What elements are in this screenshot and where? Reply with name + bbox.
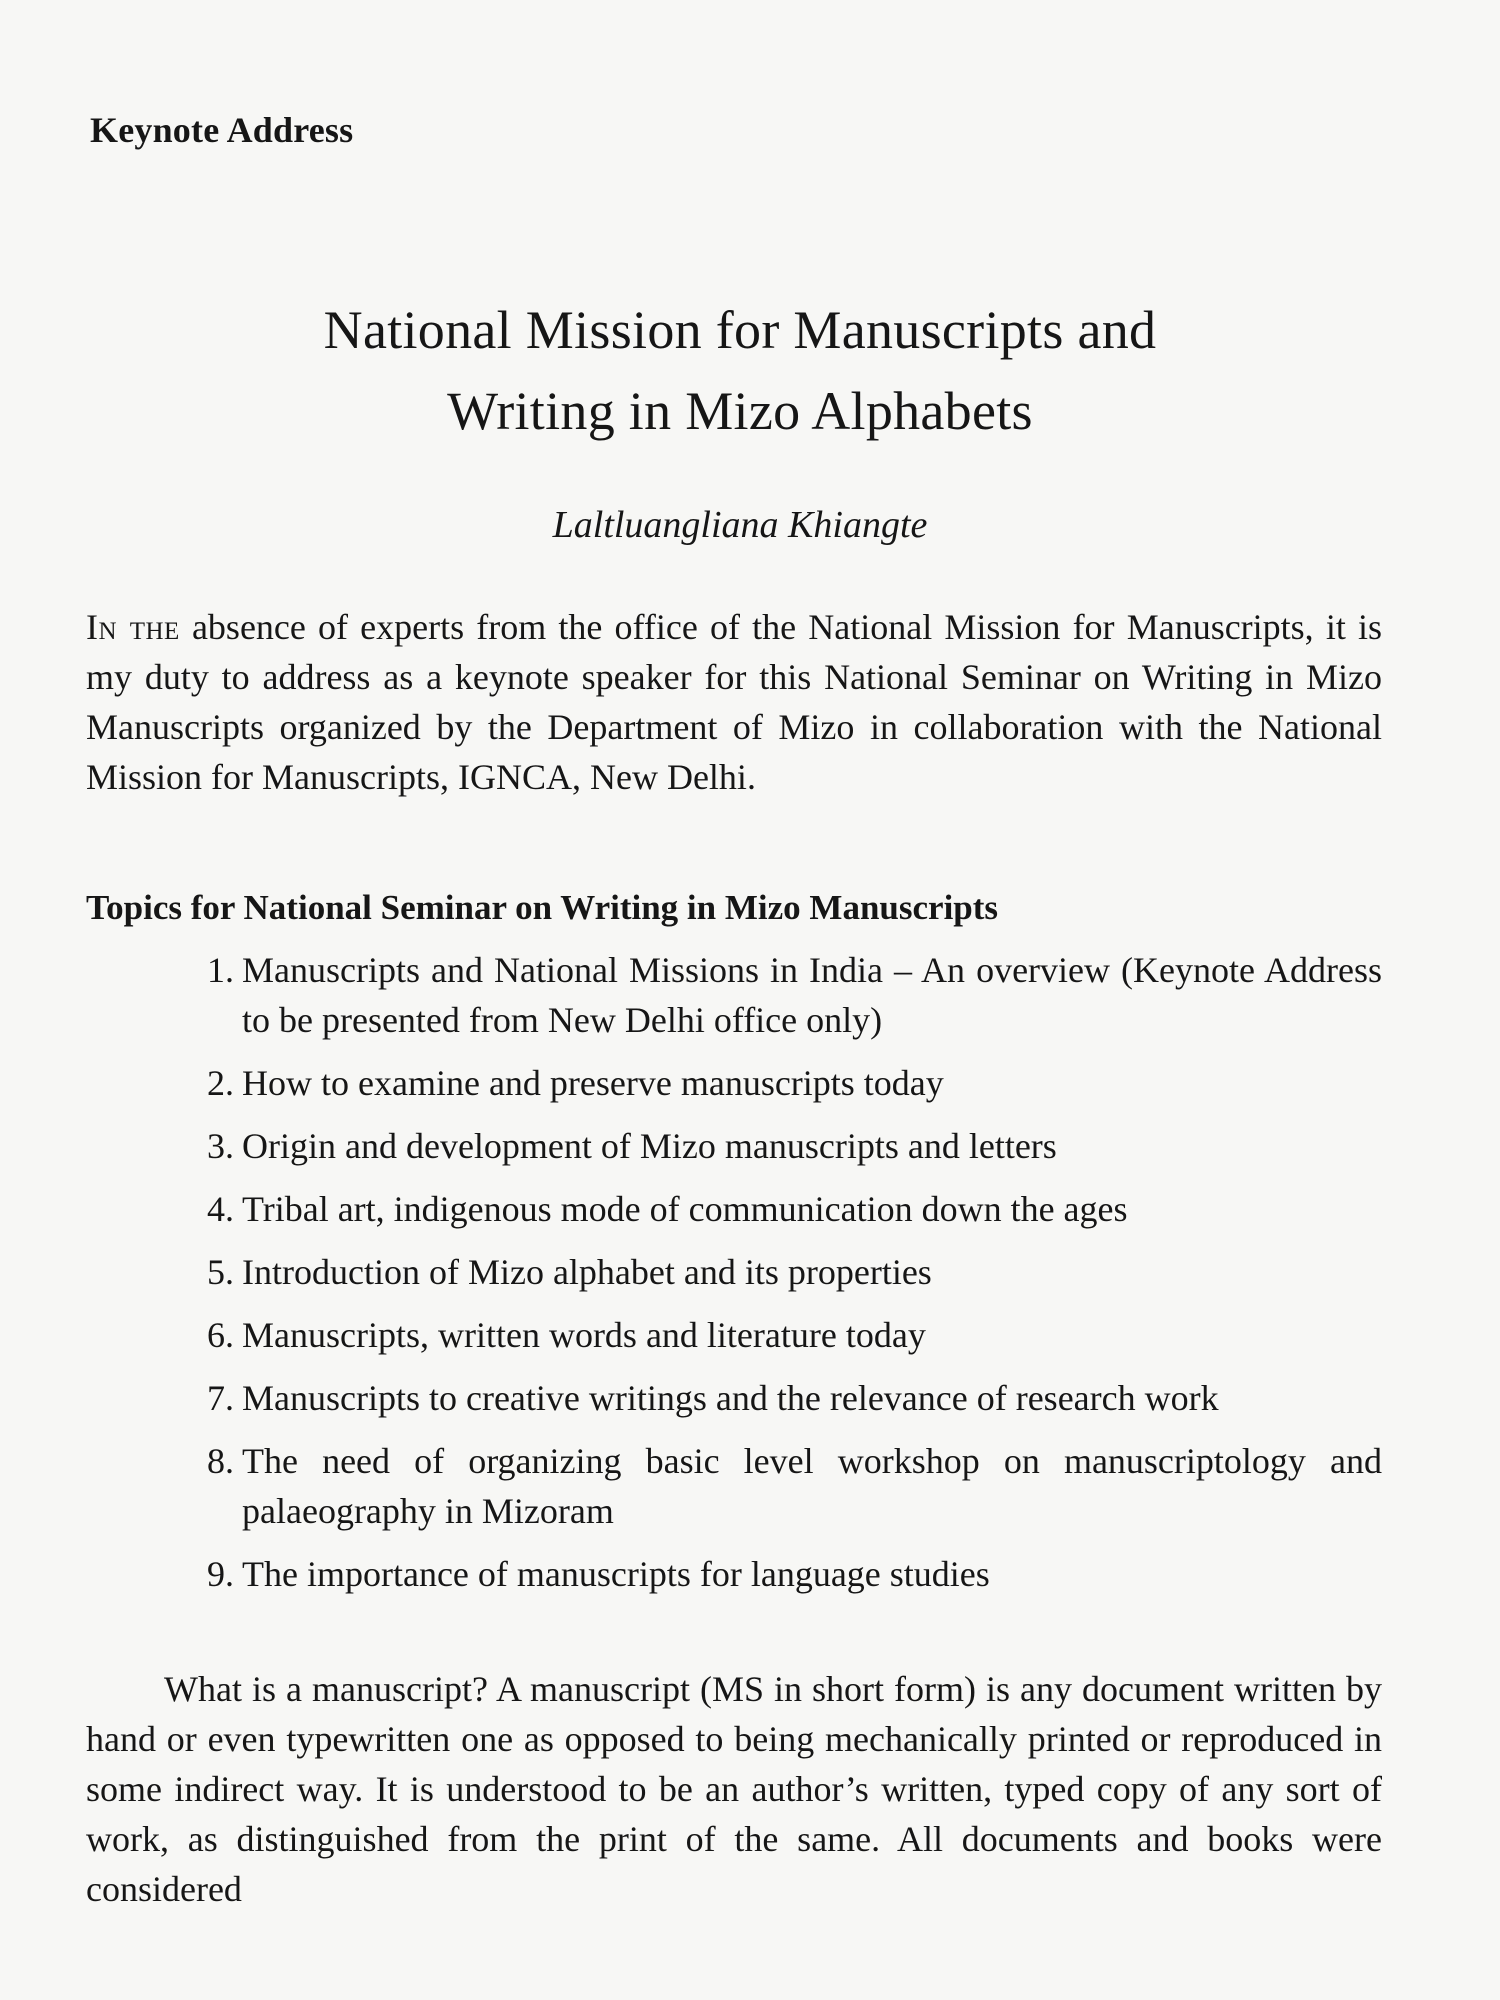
list-item-text: Manuscripts and National Missions in India – An overview (Keynote Address to be presented from New Delhi office only) xyxy=(242,950,1382,1040)
section-label: Keynote Address xyxy=(90,110,354,150)
list-item-number: 3. xyxy=(207,1126,234,1166)
list-item-number: 9. xyxy=(207,1554,234,1594)
article-title-line-2: Writing in Mizo Alphabets xyxy=(447,381,1033,441)
list-item-number: 1. xyxy=(207,950,234,990)
list-item xyxy=(186,1184,1382,1234)
list-item xyxy=(186,1121,1382,1171)
list-item xyxy=(186,1373,1382,1423)
list-item xyxy=(186,1436,1382,1536)
list-item-text: The importance of manuscripts for language studies xyxy=(242,1554,990,1594)
intro-lead-smallcaps: In the xyxy=(86,607,180,647)
intro-text: absence of experts from the office of the National Mission for Manuscripts, it is my duty to address as a keynote speaker for this National Seminar on Writing in Mizo Manuscripts organized by the Department of Mizo in collaboration with the National Mission for Manuscripts, IGNCA, New Delhi. xyxy=(86,607,1383,797)
list-item xyxy=(186,945,1382,1045)
body-paragraph: What is a manuscript? A manuscript (MS in short form) is any document written by hand or even typewritten one as opposed to being mechanically printed or reproduced in some indirect way. It is understood to be an author’s written, typed copy of any sort of work, as distinguished from the print of the same. All documents and books were considered xyxy=(86,1669,1382,1909)
list-item-number: 2. xyxy=(207,1063,234,1103)
list-item xyxy=(186,1549,1382,1599)
list-item-number: 7. xyxy=(207,1378,234,1418)
list-item-text: Origin and development of Mizo manuscripts and letters xyxy=(242,1126,1057,1166)
topics-list xyxy=(186,945,1382,1612)
author-name: Laltluangliana Khiangte xyxy=(552,504,928,546)
intro-paragraph xyxy=(86,602,1382,802)
list-item-number: 6. xyxy=(207,1315,234,1355)
list-item xyxy=(186,1247,1382,1297)
topics-heading: Topics for National Seminar on Writing in Mizo Manuscripts xyxy=(86,888,999,927)
article-title-line-1: National Mission for Manuscripts and xyxy=(323,300,1157,360)
list-item-number: 8. xyxy=(207,1441,234,1481)
list-item-text: Manuscripts to creative writings and the relevance of research work xyxy=(242,1378,1219,1418)
list-item-text: How to examine and preserve manuscripts today xyxy=(242,1063,944,1103)
list-item-text: Introduction of Mizo alphabet and its properties xyxy=(242,1252,932,1292)
list-item-number: 5. xyxy=(207,1252,234,1292)
list-item-number: 4. xyxy=(207,1189,234,1229)
list-item xyxy=(186,1058,1382,1108)
list-item-text: The need of organizing basic level workshop on manuscriptology and palaeography in Mizoram xyxy=(242,1441,1382,1531)
list-item-text: Tribal art, indigenous mode of communication down the ages xyxy=(242,1189,1128,1229)
list-item-text: Manuscripts, written words and literature today xyxy=(242,1315,926,1355)
list-item xyxy=(186,1310,1382,1360)
